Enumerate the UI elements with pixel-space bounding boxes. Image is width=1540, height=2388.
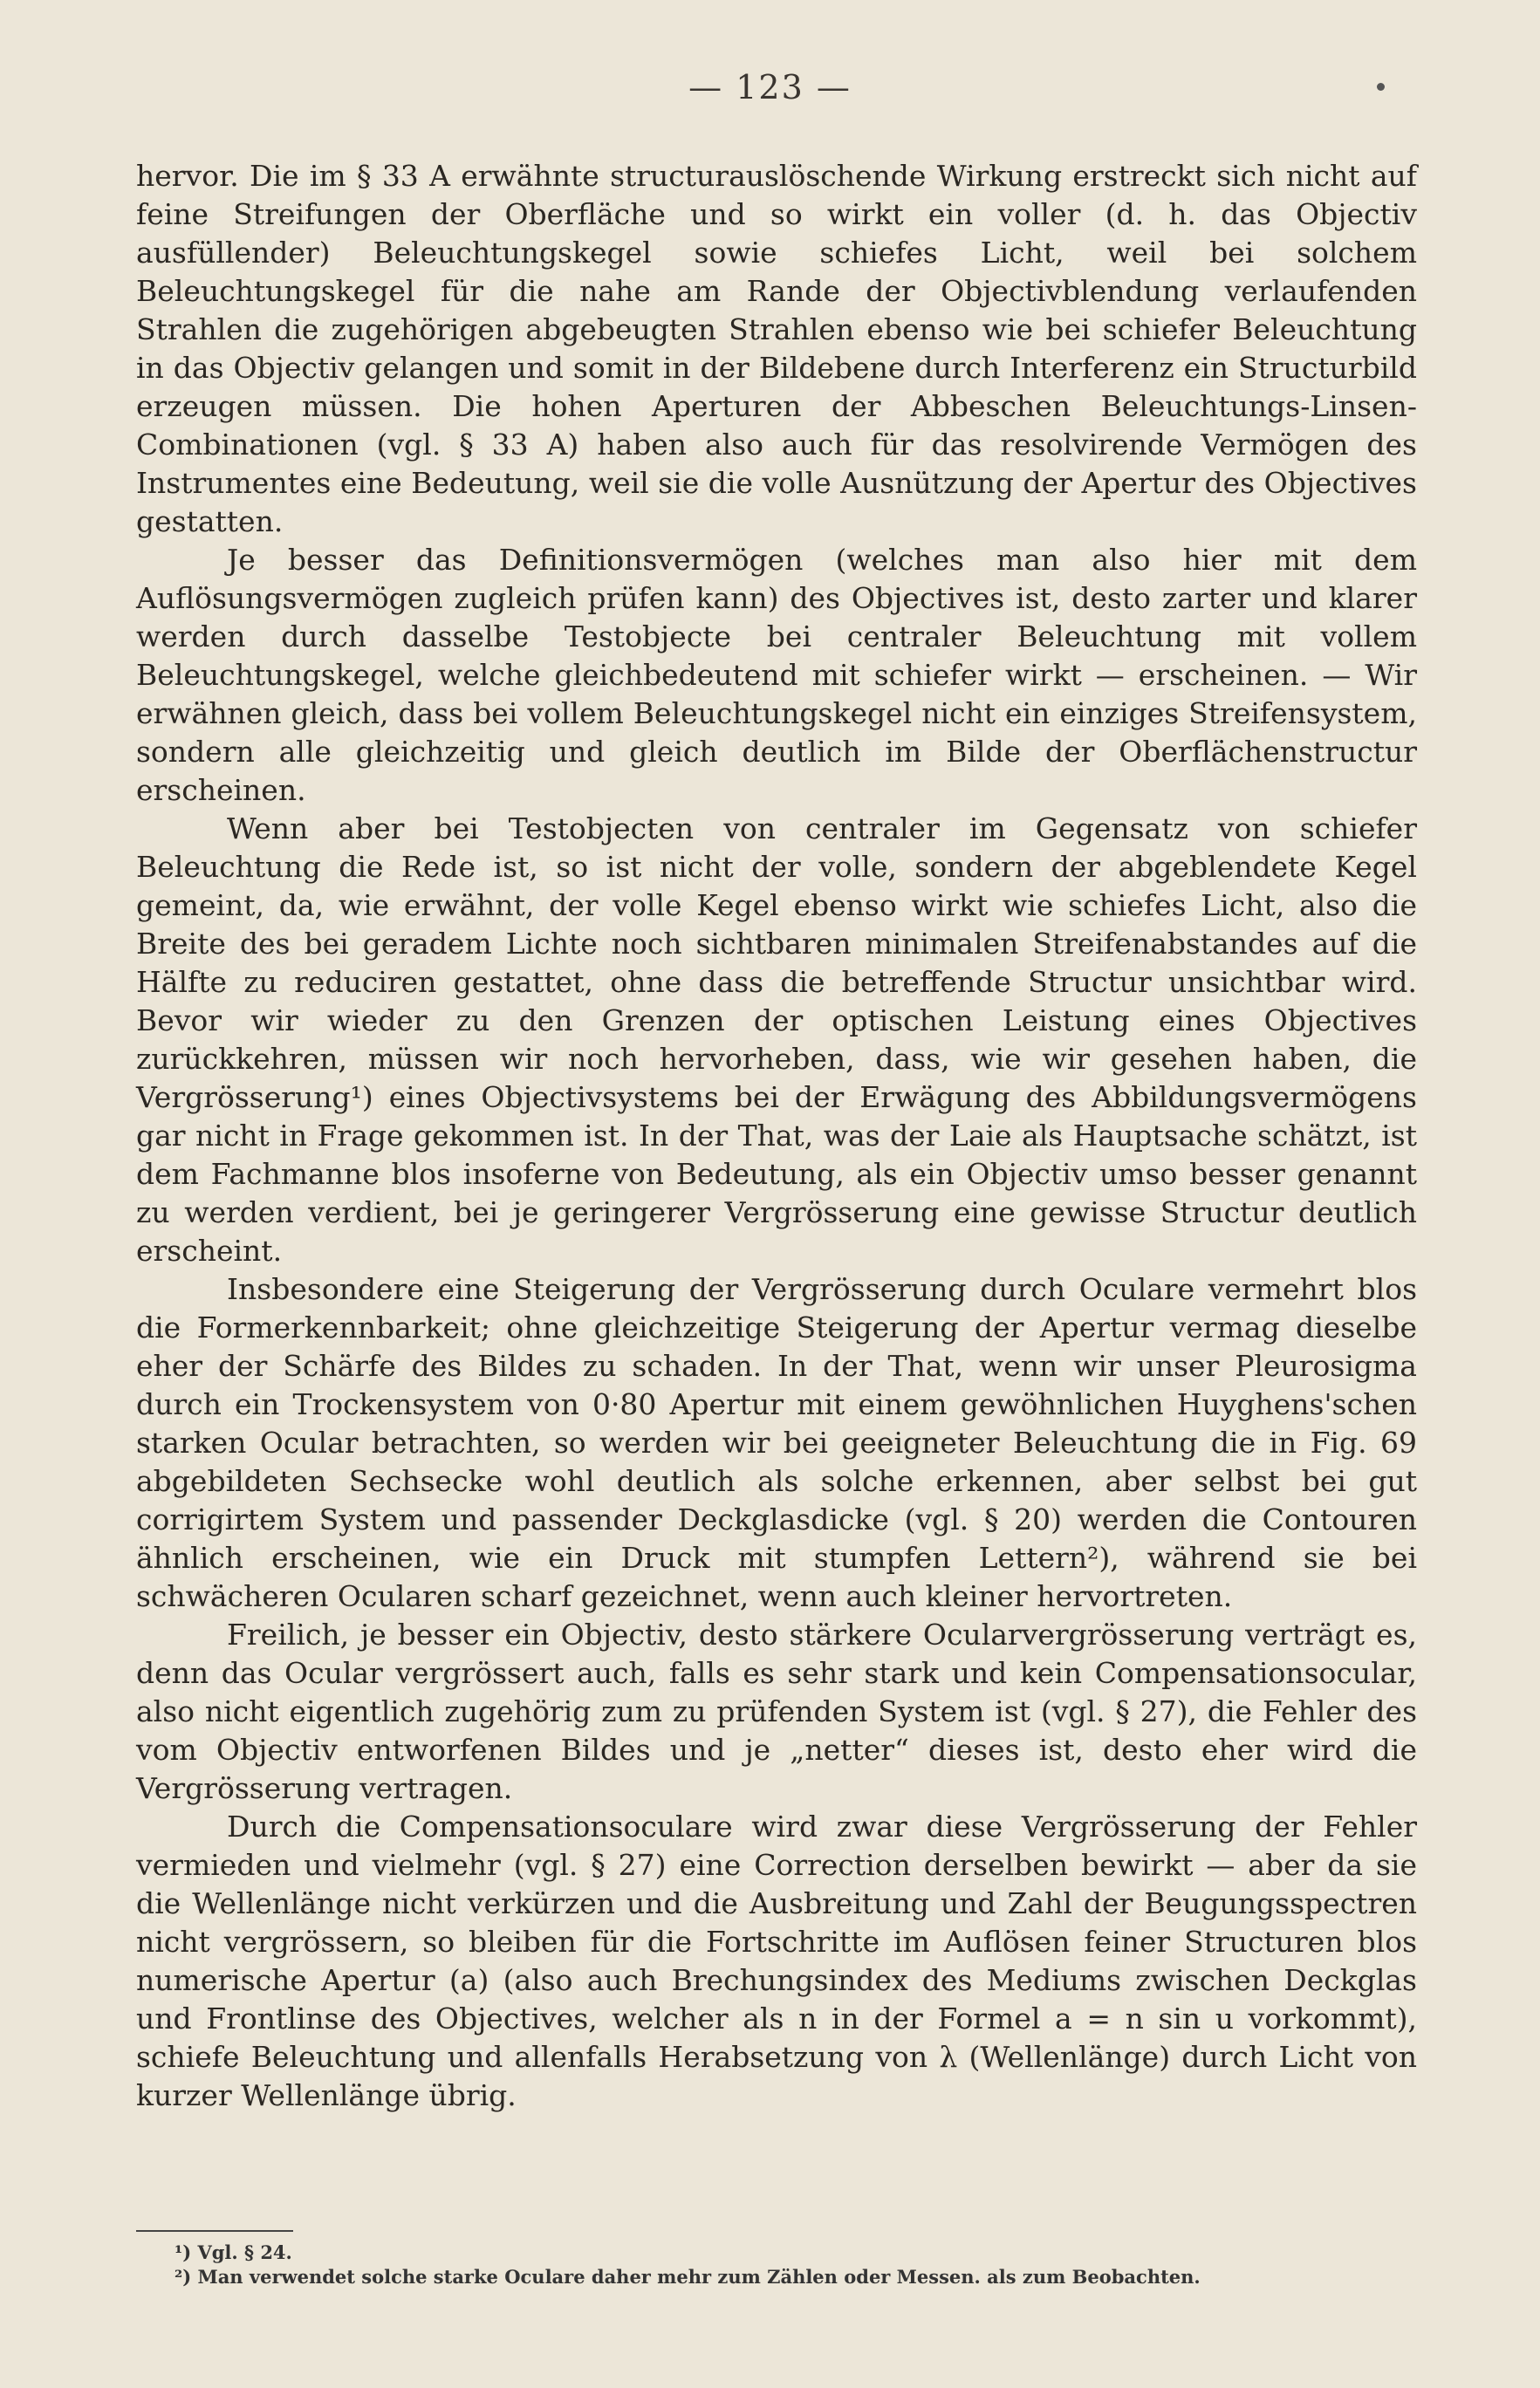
- body-text: [136, 157, 1417, 2115]
- printing-mark: [1377, 83, 1385, 91]
- paragraph: Wenn aber bei Testobjecten von centraler im Gegensatz von schiefer Beleuchtung die Rede ist, so ist nicht der volle, sondern der abgeblendete Kegel gemeint, da, wie erwähnt, der volle Kegel ebenso wirkt wie schiefes Licht, also die Breite des bei geradem Lichte noch sichtbaren minimalen Streifenabstandes auf die Hälfte zu reduciren gestattet, ohne dass die betreffende Structur unsichtbar wird. Bevor wir wieder zu den Grenzen der optischen Leistung eines Objectives zurückkehren, müssen wir noch hervorheben, dass, wie wir gesehen haben, die Vergrösserung¹) eines Objectivsystems bei der Erwägung des Abbildungsvermögens gar nicht in Frage gekommen ist. In der That, was der Laie als Hauptsache schätzt, ist dem Fachmanne blos insoferne von Bedeutung, als ein Objectiv umso besser genannt zu werden verdient, bei je geringerer Vergrösserung eine gewisse Structur deutlich erscheint.: [136, 811, 1417, 1268]
- footnote-divider: [136, 2230, 293, 2232]
- page-number: — 123 —: [688, 68, 852, 106]
- paragraph: Je besser das Definitionsvermögen (welches man also hier mit dem Auflösungsvermögen zugleich prüfen kann) des Objectives ist, desto zarter und klarer werden durch dasselbe Testobjecte bei centraler Beleuchtung mit vollem Beleuchtungskegel, welche gleichbedeutend mit schiefer wirkt — erscheinen. — Wir erwähnen gleich, dass bei vollem Beleuchtungskegel nicht ein einziges Streifensystem, sondern alle gleichzeitig und gleich deutlich im Bilde der Oberflächenstructur erscheinen.: [136, 543, 1417, 807]
- footnote: ²) Man verwendet solche starke Oculare daher mehr zum Zählen oder Messen. als zum Beobachten.: [175, 2266, 1201, 2288]
- paragraph: Insbesondere eine Steigerung der Vergrösserung durch Oculare vermehrt blos die Formerkennbarkeit; ohne gleichzeitige Steigerung der Apertur vermag dieselbe eher der Schärfe des Bildes zu schaden. In der That, wenn wir unser Pleurosigma durch ein Trockensystem von 0·80 Apertur mit einem gewöhnlichen Huyghens'schen starken Ocular betrachten, so werden wir bei geeigneter Beleuchtung die in Fig. 69 abgebildeten Sechsecke wohl deutlich als solche erkennen, aber selbst bei gut corrigirtem System und passender Deckglasdicke (vgl. § 20) werden die Contouren ähnlich erscheinen, wie ein Druck mit stumpfen Lettern²), während sie bei schwächeren Ocularen scharf gezeichnet, wenn auch kleiner hervortreten.: [136, 1272, 1417, 1613]
- footnotes: [175, 2241, 1413, 2289]
- footnote: ¹) Vgl. § 24.: [175, 2241, 292, 2263]
- paragraph: hervor. Die im § 33 A erwähnte structurauslöschende Wirkung erstreckt sich nicht auf feine Streifungen der Oberfläche und so wirkt ein voller (d. h. das Objectiv ausfüllender) Beleuchtungskegel sowie schiefes Licht, weil bei solchem Beleuchtungskegel für die nahe am Rande der Objectivblendung verlaufenden Strahlen die zugehörigen abgebeugten Strahlen ebenso wie bei schiefer Beleuchtung in das Objectiv gelangen und somit in der Bildebene durch Interferenz ein Structurbild erzeugen müssen. Die hohen Aperturen der Abbeschen Beleuchtungs-Linsen-Combinationen (vgl. § 33 A) haben also auch für das resolvirende Vermögen des Instrumentes eine Bedeutung, weil sie die volle Ausnützung der Apertur des Objectives gestatten.: [136, 159, 1417, 538]
- paragraph: Freilich, je besser ein Objectiv, desto stärkere Ocularvergrösserung verträgt es, denn das Ocular vergrössert auch, falls es sehr stark und kein Compensationsocular, also nicht eigentlich zugehörig zum zu prüfenden System ist (vgl. § 27), die Fehler des vom Objectiv entworfenen Bildes und je „netter“ dieses ist, desto eher wird die Vergrösserung vertragen.: [136, 1618, 1417, 1805]
- paragraph: Durch die Compensationsoculare wird zwar diese Vergrösserung der Fehler vermieden und vielmehr (vgl. § 27) eine Correction derselben bewirkt — aber da sie die Wellenlänge nicht verkürzen und die Ausbreitung und Zahl der Beugungsspectren nicht vergrössern, so bleiben für die Fortschritte im Auflösen feiner Structuren blos numerische Apertur (a) (also auch Brechungsindex des Mediums zwischen Deckglas und Frontlinse des Objectives, welcher als n in der Formel a = n sin u vorkommt), schiefe Beleuchtung und allenfalls Herabsetzung von λ (Wellenlänge) durch Licht von kurzer Wellenlänge übrig.: [136, 1810, 1417, 2112]
